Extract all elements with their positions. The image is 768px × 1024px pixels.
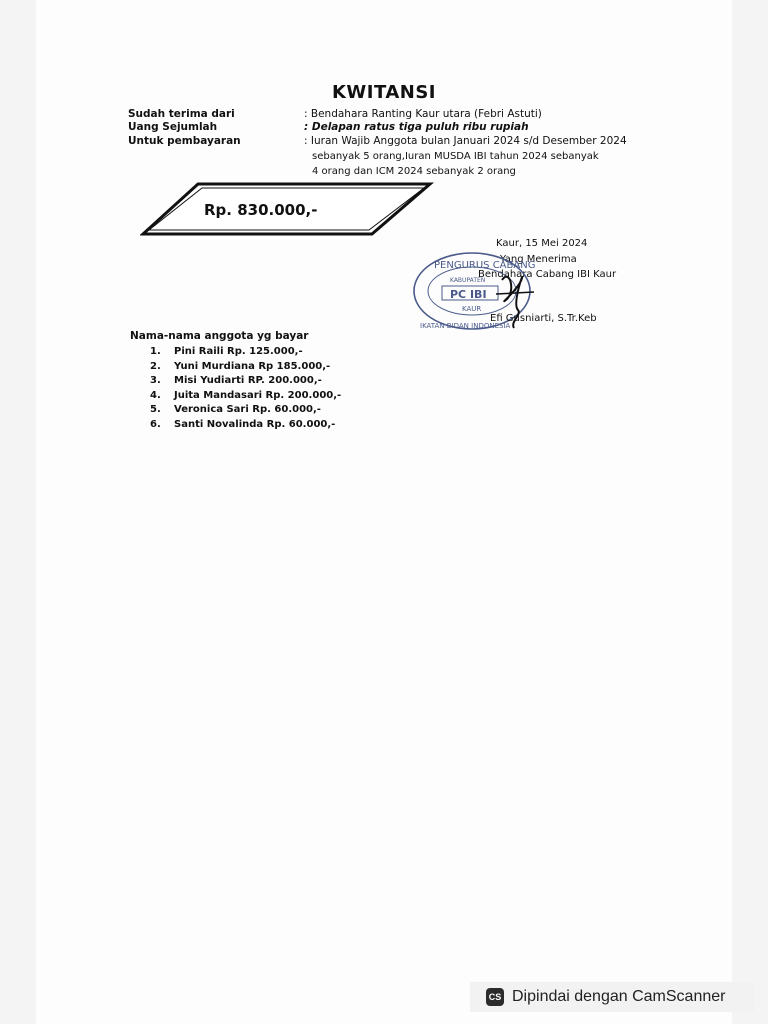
item-number: 6. — [150, 418, 161, 430]
item-number: 1. — [150, 346, 161, 357]
field-label: Sudah terima dari — [128, 108, 235, 120]
signature-place-date: Kaur, 15 Mei 2024 — [496, 238, 588, 249]
item-number: 3. — [150, 375, 161, 386]
item-text: Yuni Murdiana Rp 185.000,- — [174, 360, 331, 372]
list-item — [150, 360, 341, 375]
stamp-center-text: PC IBI — [450, 288, 487, 301]
field-label: Uang Sejumlah — [128, 121, 218, 133]
list-item — [150, 345, 341, 360]
camscanner-watermark — [470, 982, 755, 1012]
list-item — [150, 389, 341, 404]
field-value: : Delapan ratus tiga puluh ribu rupiah — [304, 121, 529, 133]
item-text: Pini Raili Rp. 125.000,- — [174, 346, 303, 357]
stamp-lower-text: KAUR — [462, 305, 482, 313]
members-title: Nama-nama anggota yg bayar — [130, 330, 309, 342]
item-text: Santi Novalinda Rp. 60.000,- — [174, 418, 336, 430]
item-text: Misi Yudiarti RP. 200.000,- — [174, 375, 322, 386]
camscanner-icon: CS — [486, 988, 504, 1006]
signature-name: Efi Gusniarti, S.Tr.Keb — [490, 313, 597, 324]
signature-receiver: Yang Menerima — [500, 254, 577, 265]
stamp-top-text: PENGURUS CABANG — [434, 260, 536, 271]
receipt-title: KWITANSI — [331, 82, 437, 103]
item-text: Veronica Sari Rp. 60.000,- — [174, 404, 321, 415]
stamp-bottom-text: IKATAN BIDAN INDONESIA — [420, 322, 511, 330]
payment-description-line: 4 orang dan ICM 2024 sebanyak 2 orang — [312, 166, 516, 177]
item-text: Juita Mandasari Rp. 200.000,- — [174, 389, 342, 401]
item-number: 5. — [150, 404, 161, 415]
amount-value: Rp. 830.000,- — [204, 201, 318, 219]
list-item — [150, 418, 341, 433]
field-label: Untuk pembayaran — [128, 135, 241, 147]
members-list — [150, 345, 341, 432]
item-number: 4. — [150, 389, 161, 401]
signature-role: Bendahara Cabang IBI Kaur — [478, 269, 617, 280]
stamp-middle-text: KABUPATEN — [450, 277, 486, 284]
list-item — [150, 403, 341, 418]
item-number: 2. — [150, 360, 161, 372]
list-item — [150, 374, 341, 389]
camscanner-label: Dipindai dengan CamScanner — [512, 988, 726, 1005]
field-value: : Iuran Wajib Anggota bulan Januari 2024 s/d Desember 2024 — [304, 135, 627, 147]
field-value: : Bendahara Ranting Kaur utara (Febri Astuti) — [304, 108, 542, 120]
payment-description-line: sebanyak 5 orang,Iuran MUSDA IBI tahun 2024 sebanyak — [312, 151, 599, 162]
